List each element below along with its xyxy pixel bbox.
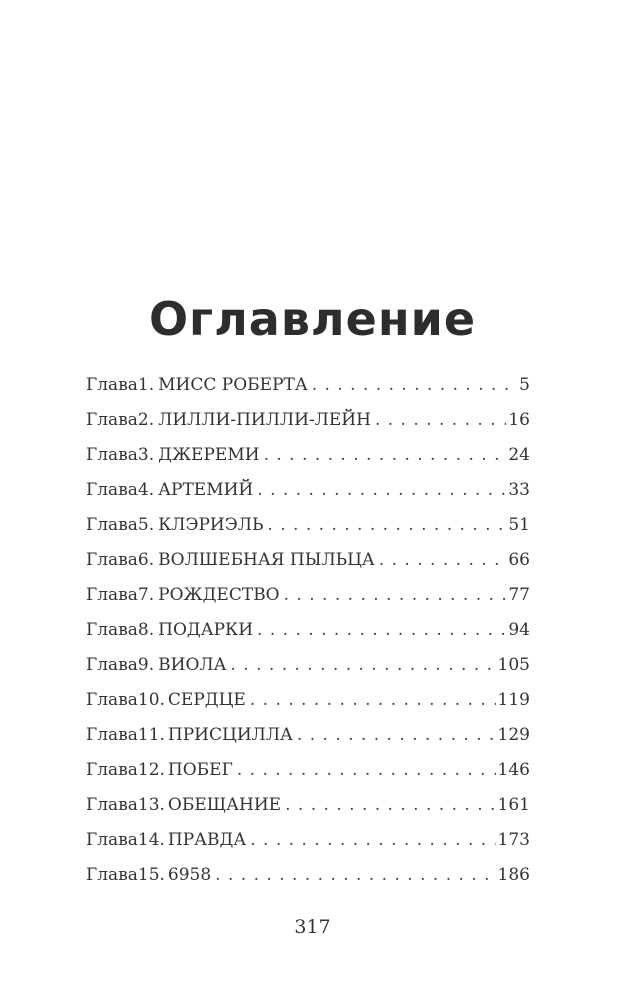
toc-leader-dots	[264, 438, 507, 473]
toc-chapter-number: 8.	[137, 620, 155, 640]
toc-chapter-number: 15.	[137, 865, 165, 885]
toc-chapter-title: ЛИЛЛИ-ПИЛЛИ-ЛЕЙН	[158, 410, 371, 430]
toc-chapter-number: 11.	[137, 725, 165, 745]
toc-leader-dots	[230, 648, 495, 683]
toc-page-number: 119	[497, 690, 530, 710]
toc-entry[interactable]	[86, 718, 530, 753]
toc-entry[interactable]	[86, 648, 530, 683]
toc-chapter-prefix: Глава	[86, 760, 138, 780]
toc-chapter-prefix: Глава	[86, 690, 138, 710]
toc-leader-dots	[215, 858, 495, 893]
toc-chapter-title: ДЖЕРЕМИ	[158, 445, 260, 465]
toc-leader-dots	[257, 613, 506, 648]
toc-chapter-title: ОБЕЩАНИЕ	[167, 795, 282, 815]
toc-chapter-prefix: Глава	[86, 445, 138, 465]
toc-chapter-number: 6.	[137, 550, 155, 570]
toc-leader-dots	[375, 403, 506, 438]
toc-page-number: 33	[508, 480, 530, 500]
toc-chapter-title: ПРАВДА	[167, 830, 247, 850]
toc-chapter-number: 3.	[137, 445, 155, 465]
page-title: Оглавление	[148, 291, 477, 346]
toc-chapter-prefix: Глава	[86, 830, 138, 850]
toc-chapter-prefix: Глава	[86, 585, 138, 605]
toc-entry[interactable]	[86, 543, 530, 578]
table-of-contents	[86, 368, 530, 893]
toc-leader-dots	[285, 788, 495, 823]
toc-chapter-title: АРТЕМИЙ	[158, 480, 254, 500]
toc-chapter-prefix: Глава	[86, 725, 138, 745]
toc-page-number: 16	[508, 410, 530, 430]
toc-leader-dots	[312, 368, 517, 403]
toc-entry[interactable]	[86, 438, 530, 473]
toc-leader-dots	[284, 578, 507, 613]
toc-leader-dots	[237, 753, 496, 788]
toc-chapter-prefix: Глава	[86, 795, 138, 815]
toc-page-number: 186	[497, 865, 530, 885]
toc-chapter-prefix: Глава	[86, 375, 138, 395]
toc-chapter-number: 12.	[137, 760, 165, 780]
toc-chapter-number: 7.	[137, 585, 155, 605]
toc-leader-dots	[250, 683, 496, 718]
toc-chapter-title: РОЖДЕСТВО	[158, 585, 280, 605]
toc-page-number: 51	[508, 515, 530, 535]
toc-entry[interactable]	[86, 578, 530, 613]
toc-chapter-number: 5.	[137, 515, 155, 535]
toc-entry[interactable]	[86, 403, 530, 438]
toc-page-number: 94	[508, 620, 530, 640]
toc-leader-dots	[250, 823, 495, 858]
toc-chapter-number: 10.	[137, 690, 165, 710]
toc-entry[interactable]	[86, 788, 530, 823]
toc-chapter-prefix: Глава	[86, 410, 138, 430]
toc-chapter-number: 4.	[137, 480, 155, 500]
toc-chapter-prefix: Глава	[86, 480, 138, 500]
toc-chapter-title: ПРИСЦИЛЛА	[167, 725, 293, 745]
toc-chapter-prefix: Глава	[86, 515, 138, 535]
toc-chapter-number: 14.	[137, 830, 165, 850]
toc-entry[interactable]	[86, 823, 530, 858]
toc-chapter-title: МИСС РОБЕРТА	[158, 375, 308, 395]
toc-chapter-number: 1.	[137, 375, 155, 395]
toc-page-number: 105	[497, 655, 530, 675]
toc-chapter-title: ВОЛШЕБНАЯ ПЫЛЬЦА	[158, 550, 375, 570]
toc-page-number: 129	[497, 725, 530, 745]
toc-page-number: 146	[497, 760, 530, 780]
toc-entry[interactable]	[86, 753, 530, 788]
toc-page-number: 173	[497, 830, 530, 850]
toc-chapter-prefix: Глава	[86, 655, 138, 675]
toc-chapter-title: ВИОЛА	[158, 655, 227, 675]
toc-chapter-title: СЕРДЦЕ	[167, 690, 246, 710]
toc-leader-dots	[257, 473, 506, 508]
toc-leader-dots	[297, 718, 496, 753]
toc-chapter-title: КЛЭРИЭЛЬ	[158, 515, 264, 535]
toc-chapter-prefix: Глава	[86, 620, 138, 640]
page-number: 317	[294, 916, 331, 938]
toc-chapter-number: 9.	[137, 655, 155, 675]
toc-entry[interactable]	[86, 368, 530, 403]
toc-entry[interactable]	[86, 613, 530, 648]
toc-chapter-prefix: Глава	[86, 865, 138, 885]
toc-leader-dots	[267, 508, 506, 543]
toc-entry[interactable]	[86, 508, 530, 543]
toc-entry[interactable]	[86, 473, 530, 508]
toc-chapter-prefix: Глава	[86, 550, 138, 570]
toc-entry[interactable]	[86, 858, 530, 893]
toc-chapter-title: ПОБЕГ	[167, 760, 233, 780]
toc-chapter-title: ПОДАРКИ	[158, 620, 254, 640]
toc-chapter-number: 13.	[137, 795, 165, 815]
toc-page-number: 66	[508, 550, 530, 570]
toc-page-number: 77	[508, 585, 530, 605]
toc-page-number: 24	[508, 445, 530, 465]
toc-chapter-title: 6958	[167, 865, 212, 885]
toc-page-number: 161	[497, 795, 530, 815]
toc-entry[interactable]	[86, 683, 530, 718]
toc-leader-dots	[379, 543, 507, 578]
toc-page-number: 5	[519, 375, 530, 395]
toc-chapter-number: 2.	[137, 410, 155, 430]
